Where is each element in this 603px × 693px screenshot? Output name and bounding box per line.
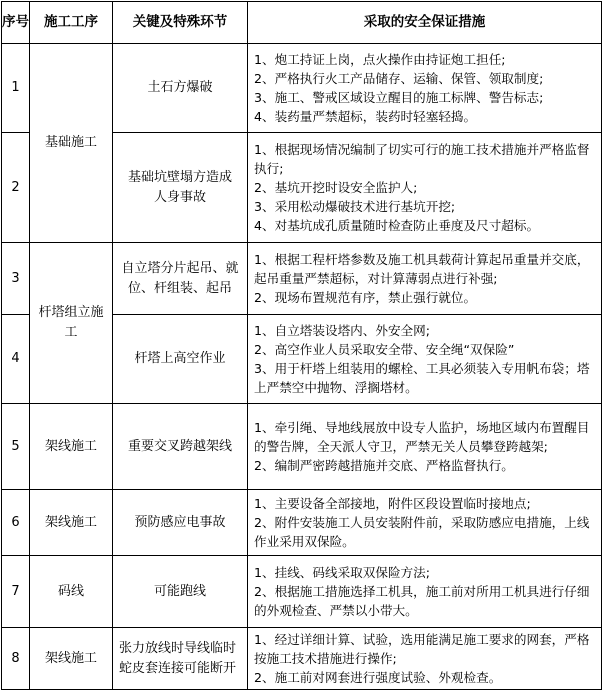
table-row [2,556,602,628]
row-no: 6 [2,490,30,556]
header-key: 关键及特殊环节 [113,2,248,44]
measure-item: 2、根据施工措施选择工机具，施工前对所用工机具进行仔细的外观检查、严禁以小带大。 [254,584,590,618]
key-stage: 预防感应电事故 [113,490,248,556]
key-stage: 杆塔上高空作业 [113,315,248,404]
measure-item: 1、牵引绳、导地线展放中设专人监护，场地区域内布置醒目的警告牌，全天派人守卫，严禁无关人员攀登跨越架; [254,420,590,454]
measure-item: 2、编制严密跨越措施并交底、严格监督执行。 [254,458,514,473]
table-row [2,628,602,690]
measures [248,628,602,690]
measure-item: 1、经过详细计算、试验，选用能满足施工要求的网套，严格按施工技术措施进行操作; [254,632,590,666]
measures [248,243,602,315]
row-no: 1 [2,44,30,133]
measure-item: 1、根据工程杆塔参数及施工机具载荷计算起吊重量并交底，起吊重量严禁超标，对计算薄弱点进行补强; [254,252,590,286]
measures [248,490,602,556]
table-row [2,404,602,490]
measure-item: 2、高空作业人员采取安全带、安全绳“双保险” [254,342,515,357]
measure-item: 2、附件安装施工人员安装附件前，采取防感应电措施，上线作业采用双保险。 [254,515,590,549]
process: 码线 [30,556,113,628]
measure-item: 1、根据现场情况编制了切实可行的施工技术措施并严格监督执行; [254,142,590,176]
header-measures: 采取的安全保证措施 [248,2,602,44]
measures [248,133,602,243]
key-stage: 土石方爆破 [113,44,248,133]
process: 架线施工 [30,404,113,490]
key-stage: 可能跑线 [113,556,248,628]
process-group-tower: 杆塔组立施工 [30,243,113,404]
header-row [2,2,602,44]
measure-item: 2、基坑开挖时设安全监护人; [254,180,418,195]
row-no: 3 [2,243,30,315]
measure-item: 1、挂线、码线采取双保险方法; [254,565,430,580]
measure-item: 3、施工、警戒区域设立醒目的施工标牌、警告标志; [254,90,544,105]
header-no: 序号 [2,2,30,44]
measure-item: 4、装药量严禁超标，装药时轻塞轻捣。 [254,109,477,124]
measure-item: 2、严格执行火工产品储存、运输、保管、领取制度; [254,71,544,86]
header-process: 施工工序 [30,2,113,44]
measure-item: 2、施工前对网套进行强度试验、外观检查。 [254,670,502,685]
key-stage: 自立塔分片起吊、就位、杆组装、起吊 [113,243,248,315]
measures [248,44,602,133]
measure-item: 2、现场布置规范有序，禁止强行就位。 [254,290,477,305]
process: 架线施工 [30,628,113,690]
row-no: 8 [2,628,30,690]
key-stage: 基础坑壁塌方造成人身事故 [113,133,248,243]
safety-measures-table [1,1,602,690]
measures [248,404,602,490]
measure-item: 1、自立塔装设塔内、外安全网; [254,323,430,338]
measure-item: 3、采用松动爆破技术进行基坑开挖; [254,199,456,214]
measure-item: 4、对基坑成孔质量随时检查防止垂度及尺寸超标。 [254,218,540,233]
process-group-foundation: 基础施工 [30,44,113,243]
table-row [2,243,602,315]
process: 架线施工 [30,490,113,556]
row-no: 5 [2,404,30,490]
row-no: 4 [2,315,30,404]
table-row [2,44,602,133]
measure-item: 3、用于杆塔上组装用的螺栓、工具必须装入专用帆布袋；塔上严禁空中抛物、浮搁塔材。 [254,361,590,395]
key-stage: 张力放线时导线临时蛇皮套连接可能断开 [113,628,248,690]
table-row [2,490,602,556]
measure-item: 1、主要设备全部接地，附件区段设置临时接地点; [254,496,531,511]
measures [248,315,602,404]
row-no: 7 [2,556,30,628]
key-stage: 重要交叉跨越架线 [113,404,248,490]
measures [248,556,602,628]
measure-item: 1、炮工持证上岗，点火操作由持证炮工担任; [254,52,506,67]
row-no: 2 [2,133,30,243]
